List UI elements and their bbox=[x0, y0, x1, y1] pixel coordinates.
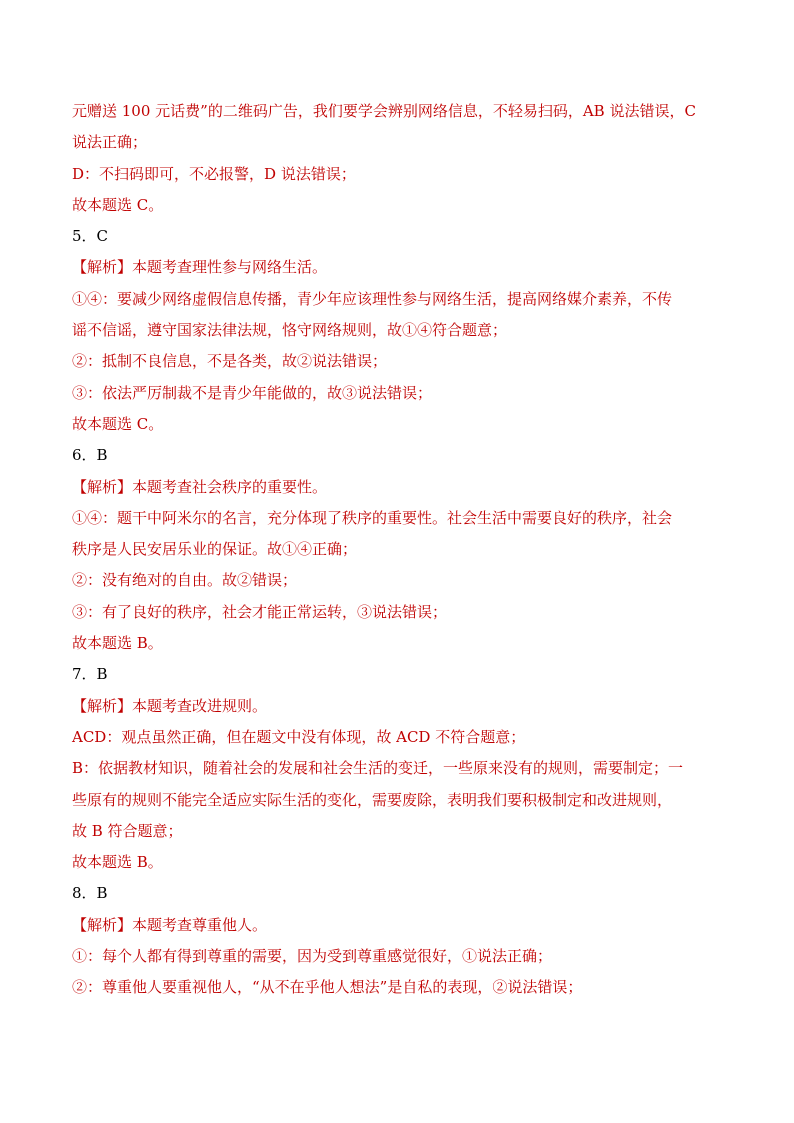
text-line: 故本题选 B。 bbox=[72, 634, 163, 653]
text-line: 故 B 符合题意； bbox=[72, 821, 183, 840]
analysis-heading: 【解析】本题考查尊重他人。 bbox=[72, 915, 268, 934]
text-line: 秩序是人民安居乐业的保证。故①④正确； bbox=[72, 540, 358, 559]
question-number: 7．B bbox=[72, 665, 108, 684]
analysis-heading: 【解析】本题考查改进规则。 bbox=[72, 696, 268, 715]
text-line: ACD：观点虽然正确，但在题文中没有体现，故 ACD 不符合题意； bbox=[72, 727, 526, 746]
question-number: 5．C bbox=[72, 227, 109, 246]
analysis-heading: 【解析】本题考查理性参与网络生活。 bbox=[72, 258, 328, 277]
analysis-heading: 【解析】本题考查社会秩序的重要性。 bbox=[72, 477, 328, 496]
text-line: ①④：要减少网络虚假信息传播，青少年应该理性参与网络生活，提高网络媒介素养，不传 bbox=[72, 289, 673, 308]
text-line: ①④：题干中阿米尔的名言，充分体现了秩序的重要性。社会生活中需要良好的秩序，社会 bbox=[72, 508, 673, 527]
question-number: 8．B bbox=[72, 884, 108, 903]
text-line: ③：依法严厉制裁不是青少年能做的，故③说法错误； bbox=[72, 383, 433, 402]
text-line: 故本题选 C。 bbox=[72, 195, 164, 214]
text-line: 些原有的规则不能完全适应实际生活的变化，需要废除，表明我们要积极制定和改进规则， bbox=[72, 790, 673, 809]
text-line: ③：有了良好的秩序，社会才能正常运转，③说法错误； bbox=[72, 602, 448, 621]
text-line: ②：没有绝对的自由。故②错误； bbox=[72, 571, 298, 590]
text-line: D：不扫码即可，不必报警，D 说法错误； bbox=[72, 164, 356, 183]
text-line: ②：尊重他人要重视他人，“从不在乎他人想法”是自私的表现，②说法错误； bbox=[72, 978, 583, 997]
text-line: ①：每个人都有得到尊重的需要，因为受到尊重感觉很好，①说法正确； bbox=[72, 947, 553, 966]
text-line: B：依据教材知识，随着社会的发展和社会生活的变迁，一些原来没有的规则，需要制定；一 bbox=[72, 759, 684, 778]
question-number: 6．B bbox=[72, 446, 108, 465]
text-line: 谣不信谣，遵守国家法律法规，恪守网络规则，故①④符合题意； bbox=[72, 321, 508, 340]
text-line: 故本题选 B。 bbox=[72, 853, 163, 872]
text-line: ②：抵制不良信息，不是各类，故②说法错误； bbox=[72, 352, 388, 371]
text-line: 元赠送 100 元话费”的二维码广告，我们要学会辨别网络信息，不轻易扫码，AB 说法错误，C bbox=[72, 102, 696, 120]
text-line: 说法正确； bbox=[72, 133, 148, 152]
text-line: 故本题选 C。 bbox=[72, 414, 164, 433]
answer-page bbox=[72, 96, 732, 1004]
